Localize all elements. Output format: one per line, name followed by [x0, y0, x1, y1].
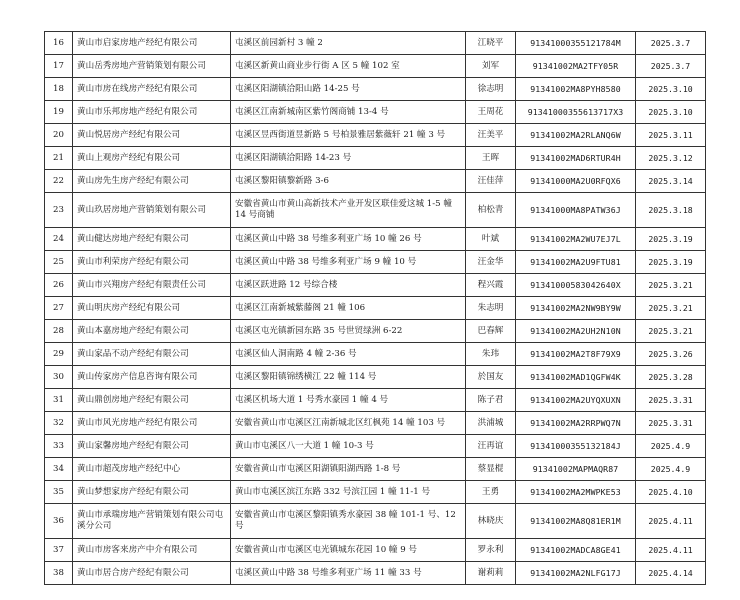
credit-code: 91341002MA2TFY05R [516, 55, 636, 78]
filing-date: 2025.3.31 [636, 389, 706, 412]
company-address: 屯溪区江南新城南区紫竹阁商铺 13-4 号 [231, 101, 466, 124]
table-row [45, 504, 706, 539]
company-address: 屯溪区新黄山商业步行街 A 区 5 幢 102 室 [231, 55, 466, 78]
row-number: 25 [45, 251, 73, 274]
contact-person: 汪金华 [466, 251, 516, 274]
contact-person: 汪美平 [466, 124, 516, 147]
table-row [45, 320, 706, 343]
table-row [45, 481, 706, 504]
company-name: 黄山市房客来房产中介有限公司 [73, 539, 231, 562]
filing-date: 2025.3.10 [636, 101, 706, 124]
table-row [45, 343, 706, 366]
row-number: 24 [45, 228, 73, 251]
row-number: 31 [45, 389, 73, 412]
contact-person: 江晓平 [466, 32, 516, 55]
filing-date: 2025.3.21 [636, 320, 706, 343]
company-name: 黄山悦居房产经纪有限公司 [73, 124, 231, 147]
credit-code: 91341002MADCA8GE41 [516, 539, 636, 562]
company-name: 黄山市启家房地产经纪有限公司 [73, 32, 231, 55]
credit-code: 91341000355121784M [516, 32, 636, 55]
company-name: 黄山本嘉房地产经纪有限公司 [73, 320, 231, 343]
contact-person: 柏松青 [466, 193, 516, 228]
row-number: 29 [45, 343, 73, 366]
table-row [45, 55, 706, 78]
credit-code: 91341002MAD6RTUR4H [516, 147, 636, 170]
company-address: 屯溪区黄山中路 38 号维多利亚广场 9 幢 10 号 [231, 251, 466, 274]
credit-code: 91341000MA8PATW36J [516, 193, 636, 228]
company-address: 屯溪区黄山中路 38 号维多利亚广场 10 幢 26 号 [231, 228, 466, 251]
row-number: 38 [45, 562, 73, 585]
row-number: 22 [45, 170, 73, 193]
filing-date: 2025.4.11 [636, 504, 706, 539]
table-row [45, 147, 706, 170]
contact-person: 叶斌 [466, 228, 516, 251]
company-name: 黄山传家房产信息咨询有限公司 [73, 366, 231, 389]
table-row [45, 539, 706, 562]
company-name: 黄山市承瑞房地产营销策划有限公司屯溪分公司 [73, 504, 231, 539]
document-page [44, 31, 706, 585]
table-row [45, 124, 706, 147]
credit-code: 91341002MA2RLANQ6W [516, 124, 636, 147]
credit-code: 91341002MAD1QGFW4K [516, 366, 636, 389]
company-name: 黄山市超茂房地产经纪中心 [73, 458, 231, 481]
contact-person: 洪浦城 [466, 412, 516, 435]
row-number: 23 [45, 193, 73, 228]
contact-person: 刘军 [466, 55, 516, 78]
credit-code: 91341002MA8Q81ER1M [516, 504, 636, 539]
contact-person: 朱志明 [466, 297, 516, 320]
company-address: 黄山市屯溪区八一大道 1 幢 10-3 号 [231, 435, 466, 458]
company-address: 安徽省黄山市屯溪区江南新城北区红枫苑 14 幢 103 号 [231, 412, 466, 435]
credit-code: 91341000MA2U0RFQX6 [516, 170, 636, 193]
company-name: 黄山市兴翔房产经纪有限责任公司 [73, 274, 231, 297]
company-name: 黄山健达房地产经纪有限公司 [73, 228, 231, 251]
company-address: 安徽省黄山市黄山高新技术产业开发区联佳爱这城 1-5 幢 14 号商铺 [231, 193, 466, 228]
company-name: 黄山市利荣房产经纪有限公司 [73, 251, 231, 274]
table-row [45, 78, 706, 101]
contact-person: 陈子君 [466, 389, 516, 412]
company-address: 安徽省黄山市屯溪区阳湖镇阳湖西路 1-8 号 [231, 458, 466, 481]
row-number: 34 [45, 458, 73, 481]
credit-code: 91341002MA2RRPWQ7N [516, 412, 636, 435]
filing-date: 2025.3.18 [636, 193, 706, 228]
company-address: 屯溪区屯光镇新园东路 35 号世贸绿洲 6-22 [231, 320, 466, 343]
credit-code: 91341002MA2UYQXUXN [516, 389, 636, 412]
company-name: 黄山房先生房产经纪有限公司 [73, 170, 231, 193]
row-number: 26 [45, 274, 73, 297]
company-address: 屯溪区黎阳镇黎新路 3-6 [231, 170, 466, 193]
contact-person: 汪佳萍 [466, 170, 516, 193]
company-name: 黄山岳秀房地产营销策划有限公司 [73, 55, 231, 78]
filing-date: 2025.3.21 [636, 274, 706, 297]
table-row [45, 458, 706, 481]
contact-person: 汪再谊 [466, 435, 516, 458]
company-address: 屯溪区仙人洞南路 4 幢 2-36 号 [231, 343, 466, 366]
company-name: 黄山家品不动产经纪有限公司 [73, 343, 231, 366]
contact-person: 程兴霞 [466, 274, 516, 297]
row-number: 36 [45, 504, 73, 539]
company-address: 屯溪区黄山中路 38 号维多利亚广场 11 幢 33 号 [231, 562, 466, 585]
credit-code: 91341000583042640X [516, 274, 636, 297]
row-number: 20 [45, 124, 73, 147]
contact-person: 朱玮 [466, 343, 516, 366]
credit-code: 91341000355132184J [516, 435, 636, 458]
table-row [45, 32, 706, 55]
row-number: 33 [45, 435, 73, 458]
company-address: 安徽省黄山市屯溪区黎阳镇秀水豪园 38 幢 101-1 号、12 号 [231, 504, 466, 539]
filing-date: 2025.3.10 [636, 78, 706, 101]
filing-date: 2025.4.14 [636, 562, 706, 585]
table-row [45, 170, 706, 193]
company-address: 安徽省黄山市屯溪区屯光镇城东花园 10 幢 9 号 [231, 539, 466, 562]
company-address: 屯溪区昱西街道昱新路 5 号柏景雅居紫薇轩 21 幢 3 号 [231, 124, 466, 147]
filing-date: 2025.3.26 [636, 343, 706, 366]
row-number: 32 [45, 412, 73, 435]
table-row [45, 251, 706, 274]
contact-person: 王勇 [466, 481, 516, 504]
table-row [45, 412, 706, 435]
row-number: 37 [45, 539, 73, 562]
company-address: 屯溪区阳湖镇洽阳路 14-23 号 [231, 147, 466, 170]
row-number: 30 [45, 366, 73, 389]
row-number: 35 [45, 481, 73, 504]
company-address: 屯溪区跃进路 12 号综合楼 [231, 274, 466, 297]
credit-code: 91341002MA2MWPKE53 [516, 481, 636, 504]
table-row [45, 274, 706, 297]
credit-code: 91341002MA8PYH8580 [516, 78, 636, 101]
filing-date: 2025.3.31 [636, 412, 706, 435]
contact-person: 王周花 [466, 101, 516, 124]
table-row [45, 389, 706, 412]
registry-table [44, 31, 706, 585]
row-number: 18 [45, 78, 73, 101]
company-name: 黄山市风光房地产经纪有限公司 [73, 412, 231, 435]
credit-code: 91341002MA2U9FTU81 [516, 251, 636, 274]
table-row [45, 101, 706, 124]
row-number: 28 [45, 320, 73, 343]
filing-date: 2025.3.11 [636, 124, 706, 147]
company-name: 黄山上观房产经纪有限公司 [73, 147, 231, 170]
credit-code: 91341002MA2NW9BY9W [516, 297, 636, 320]
table-row [45, 297, 706, 320]
contact-person: 蔡显棍 [466, 458, 516, 481]
credit-code: 91341002MAPMAQR87 [516, 458, 636, 481]
company-address: 屯溪区前园新村 3 幢 2 [231, 32, 466, 55]
table-row [45, 435, 706, 458]
row-number: 17 [45, 55, 73, 78]
company-address: 屯溪区机场大道 1 号秀水豪园 1 幢 4 号 [231, 389, 466, 412]
filing-date: 2025.3.12 [636, 147, 706, 170]
contact-person: 罗永利 [466, 539, 516, 562]
company-address: 屯溪区阳湖镇洽阳山路 14-25 号 [231, 78, 466, 101]
table-row [45, 562, 706, 585]
contact-person: 於国友 [466, 366, 516, 389]
contact-person: 林晓庆 [466, 504, 516, 539]
company-name: 黄山市乐邦房地产经纪有限公司 [73, 101, 231, 124]
company-address: 屯溪区黎阳镇锦绣横江 22 幢 114 号 [231, 366, 466, 389]
company-name: 黄山明庆房产经纪有限公司 [73, 297, 231, 320]
filing-date: 2025.4.9 [636, 458, 706, 481]
company-name: 黄山玖居房地产营销策划有限公司 [73, 193, 231, 228]
filing-date: 2025.4.11 [636, 539, 706, 562]
company-name: 黄山市房在线房产经纪有限公司 [73, 78, 231, 101]
filing-date: 2025.4.10 [636, 481, 706, 504]
contact-person: 谢莉莉 [466, 562, 516, 585]
company-name: 黄山鼎创房地产经纪有限公司 [73, 389, 231, 412]
credit-code: 91341002MA2NLFG17J [516, 562, 636, 585]
credit-code: 91341002MA2T8F79X9 [516, 343, 636, 366]
filing-date: 2025.3.28 [636, 366, 706, 389]
company-address: 屯溪区江南新城紫藤阁 21 幢 106 [231, 297, 466, 320]
company-name: 黄山市居合房产经纪有限公司 [73, 562, 231, 585]
row-number: 16 [45, 32, 73, 55]
filing-date: 2025.3.19 [636, 251, 706, 274]
row-number: 19 [45, 101, 73, 124]
filing-date: 2025.3.7 [636, 32, 706, 55]
registry-table-body [45, 32, 706, 585]
company-name: 黄山梦想家房产经纪有限公司 [73, 481, 231, 504]
contact-person: 王晖 [466, 147, 516, 170]
credit-code: 91341000355613717X3 [516, 101, 636, 124]
row-number: 21 [45, 147, 73, 170]
credit-code: 91341002MA2WU7EJ7L [516, 228, 636, 251]
contact-person: 徐志明 [466, 78, 516, 101]
filing-date: 2025.4.9 [636, 435, 706, 458]
table-row [45, 193, 706, 228]
table-row [45, 366, 706, 389]
row-number: 27 [45, 297, 73, 320]
filing-date: 2025.3.14 [636, 170, 706, 193]
company-address: 黄山市屯溪区滨江东路 332 号滨江园 1 幢 11-1 号 [231, 481, 466, 504]
filing-date: 2025.3.19 [636, 228, 706, 251]
company-name: 黄山家馨房地产经纪有限公司 [73, 435, 231, 458]
contact-person: 巴春辉 [466, 320, 516, 343]
filing-date: 2025.3.21 [636, 297, 706, 320]
filing-date: 2025.3.7 [636, 55, 706, 78]
table-row [45, 228, 706, 251]
credit-code: 91341002MA2UH2N10N [516, 320, 636, 343]
